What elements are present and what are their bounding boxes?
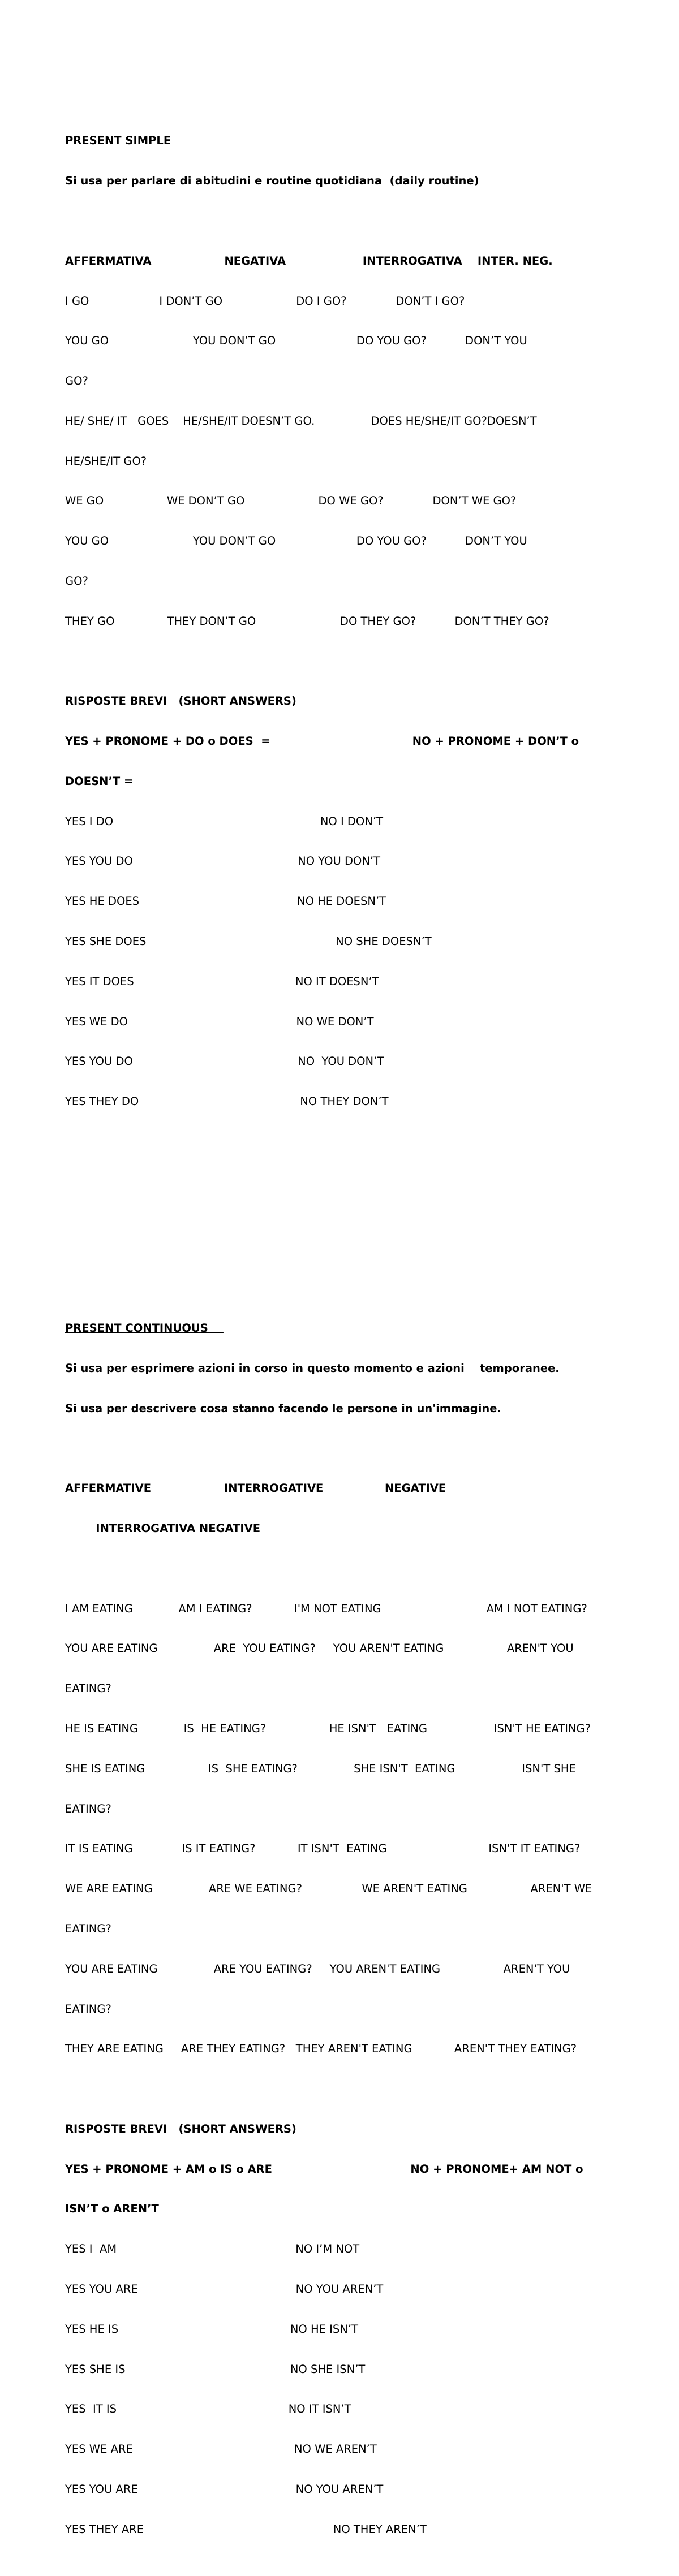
present-simple-short-answer: YES IT DOES NO IT DOESN’T: [65, 974, 379, 988]
present-continuous-row: EATING?: [65, 1682, 111, 1695]
present-continuous-row: SHE IS EATING IS SHE EATING? SHE ISN'T EATING ISN'T SHE: [65, 1762, 576, 1775]
present-continuous-row: EATING?: [65, 2002, 111, 2016]
spacer: [65, 214, 617, 228]
present-continuous-row: EATING?: [65, 1802, 111, 1815]
present-simple-short-answer: YES HE DOES NO HE DOESN’T: [65, 895, 386, 908]
present-continuous-row: WE ARE EATING ARE WE EATING? WE AREN'T EATING AREN'T WE: [65, 1882, 592, 1896]
present-simple-row: YOU GO YOU DON’T GO DO YOU GO? DON’T YOU: [65, 334, 527, 348]
present-continuous-short-answers-rule-cont: ISN’T o AREN’T: [65, 2202, 159, 2216]
present-simple-short-answers-title: RISPOSTE BREVI (SHORT ANSWERS): [65, 694, 296, 708]
present-simple-short-answer: YES SHE DOES NO SHE DOESN’T: [65, 935, 432, 948]
present-continuous-short-answer: YES YOU ARE NO YOU AREN’T: [65, 2482, 384, 2496]
spacer: [65, 2082, 617, 2096]
document-body: [65, 81, 617, 2576]
present-continuous-short-answer: YES THEY ARE NO THEY AREN’T: [65, 2522, 427, 2536]
present-simple-title: PRESENT SIMPLE: [65, 134, 175, 148]
spacer: [65, 1442, 617, 1456]
present-continuous-row: EATING?: [65, 1922, 111, 1935]
present-continuous-short-answer: YES YOU ARE NO YOU AREN’T: [65, 2282, 384, 2295]
present-continuous-short-answer: YES IT IS NO IT ISN’T: [65, 2402, 351, 2416]
present-continuous-row: YOU ARE EATING ARE YOU EATING? YOU AREN'T EATING AREN'T YOU: [65, 1642, 574, 1655]
present-simple-row: THEY GO THEY DON’T GO DO THEY GO? DON’T THEY GO?: [65, 614, 549, 628]
present-continuous-short-answers-rule: YES + PRONOME + AM o IS o ARE NO + PRONOME+ AM NOT o: [65, 2162, 583, 2176]
present-continuous-short-answer: YES I AM NO I’M NOT: [65, 2242, 360, 2256]
present-simple-table-header: AFFERMATIVA NEGATIVA INTERROGATIVA INTER. NEG.: [65, 254, 553, 267]
present-simple-row: WE GO WE DON’T GO DO WE GO? DON’T WE GO?: [65, 494, 517, 508]
present-simple-short-answer: YES THEY DO NO THEY DON’T: [65, 1095, 389, 1108]
spacer: [65, 1255, 617, 1268]
present-continuous-row: HE IS EATING IS HE EATING? HE ISN'T EATING ISN'T HE EATING?: [65, 1722, 591, 1736]
present-simple-row: I GO I DON’T GO DO I GO? DON’T I GO?: [65, 294, 465, 308]
spacer: [65, 1135, 617, 1149]
present-simple-row: GO?: [65, 374, 88, 388]
present-simple-short-answer: YES WE DO NO WE DON’T: [65, 1015, 374, 1028]
present-simple-row: YOU GO YOU DON’T GO DO YOU GO? DON’T YOU: [65, 534, 527, 548]
present-continuous-short-answer: YES HE IS NO HE ISN’T: [65, 2322, 358, 2336]
present-continuous-short-answer: YES SHE IS NO SHE ISN’T: [65, 2362, 366, 2376]
present-simple-row: GO?: [65, 574, 88, 588]
present-continuous-row: THEY ARE EATING ARE THEY EATING? THEY AREN'T EATING AREN'T THEY EATING?: [65, 2042, 577, 2056]
present-continuous-row: YOU ARE EATING ARE YOU EATING? YOU AREN'T EATING AREN'T YOU: [65, 1962, 570, 1975]
present-simple-row: HE/SHE/IT GO?: [65, 454, 147, 468]
spacer: [65, 1175, 617, 1189]
spacer: [65, 655, 617, 668]
spacer: [65, 1215, 617, 1228]
present-simple-short-answer: YES YOU DO NO YOU DON’T: [65, 855, 381, 868]
present-simple-row: HE/ SHE/ IT GOES HE/SHE/IT DOESN’T GO. DOES HE/SHE/IT GO?DOESN’T: [65, 414, 537, 428]
present-simple-short-answer: YES I DO NO I DON’T: [65, 814, 383, 828]
present-simple-short-answer: YES YOU DO NO YOU DON’T: [65, 1055, 384, 1068]
present-continuous-short-answers-title: RISPOSTE BREVI (SHORT ANSWERS): [65, 2122, 296, 2135]
present-continuous-title: PRESENT CONTINUOUS: [65, 1322, 224, 1335]
spacer: [65, 1562, 617, 1576]
present-continuous-row: I AM EATING AM I EATING? I'M NOT EATING AM I NOT EATING?: [65, 1602, 587, 1615]
present-continuous-row: IT IS EATING IS IT EATING? IT ISN'T EATING ISN'T IT EATING?: [65, 1842, 581, 1856]
present-continuous-short-answer: YES WE ARE NO WE AREN’T: [65, 2443, 377, 2456]
present-continuous-description-2: Si usa per descrivere cosa stanno facendo le persone in un'immagine.: [65, 1401, 501, 1415]
present-continuous-table-header-cont: INTERROGATIVA NEGATIVE: [65, 1522, 261, 1535]
present-continuous-description: Si usa per esprimere azioni in corso in questo momento e azioni temporanee.: [65, 1362, 560, 1375]
present-simple-short-answers-rule: YES + PRONOME + DO o DOES = NO + PRONOME + DON’T o: [65, 735, 579, 748]
present-continuous-table-header: AFFERMATIVE INTERROGATIVE NEGATIVE: [65, 1482, 446, 1495]
present-simple-short-answers-rule-cont: DOESN’T =: [65, 774, 134, 788]
present-simple-description: Si usa per parlare di abitudini e routine quotidiana (daily routine): [65, 174, 479, 188]
